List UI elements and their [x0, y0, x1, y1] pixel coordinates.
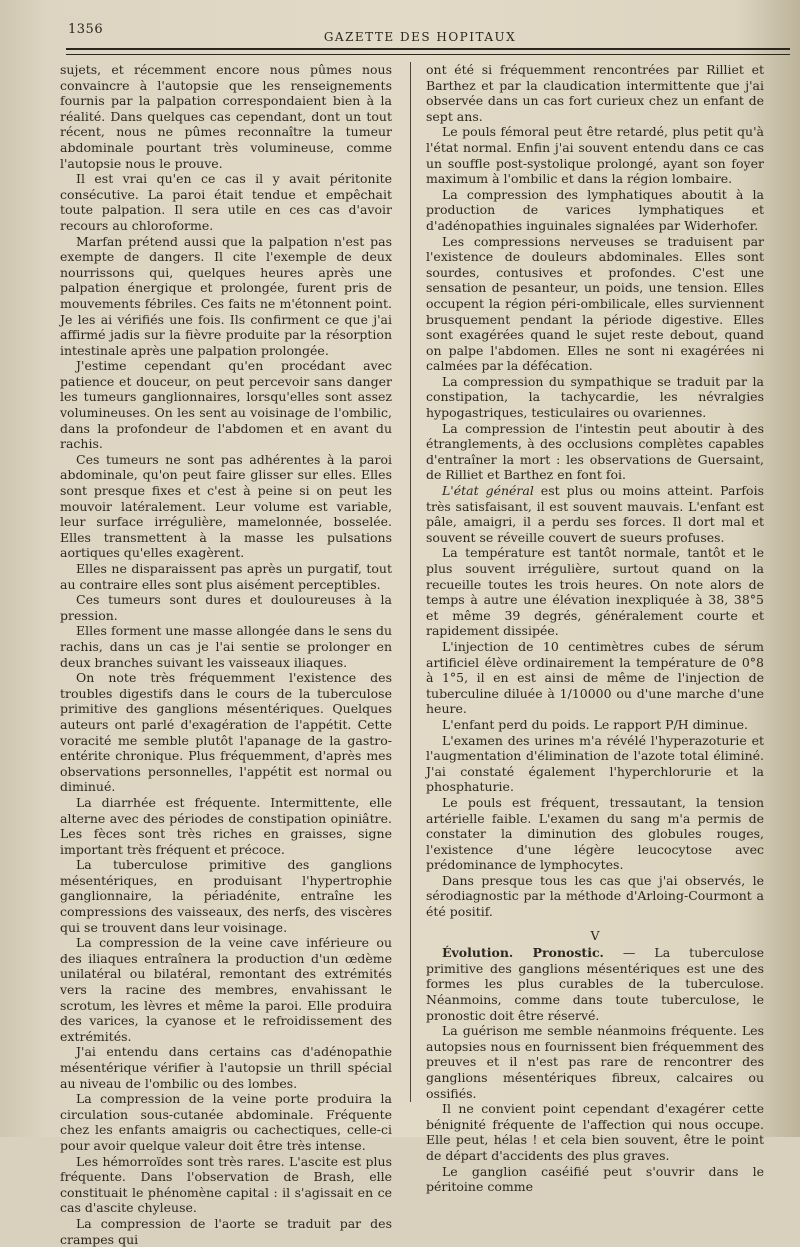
paragraph: Marfan prétend aussi que la palpation n'est pas exempte de dangers. Il cite l'exemple de deux nourrissons qui, quelques heures après une palpation énergique et prolongée, furent pris de mouvements fébriles. Ces faits ne m'étonnent point. Je les ai vérifiés une fois. Ils confirment ce que j'ai affirmé jadis sur la fièvre produite par la résorption intestinale après une palpation prolongée.	[60, 233, 392, 358]
paragraph: Le pouls est fréquent, tressautant, la tension artérielle faible. L'examen du sang m'a permis de constater la diminution des globules rouges, l'existence d'une légère leucocytose avec prédominance de lymphocytes.	[426, 794, 764, 873]
paragraph: Ces tumeurs sont dures et douloureuses à la pression.	[60, 592, 392, 623]
paragraph: Le ganglion caséifié peut s'ouvrir dans le péritoine comme	[426, 1163, 764, 1195]
paragraph: Les hémorroïdes sont très rares. L'ascite est plus fréquente. Dans l'observation de Brash, elle constituait le phénomène capital : il s'agissait en ce cas d'ascite chyleuse.	[60, 1153, 392, 1216]
paragraph-text: est plus ou moins atteint. Parfois très satisfaisant, il est souvent mauvais. L'enfant est pâle, amaigri, il a perdu ses forces. Il dort mal et souvent se réveille couvert de sueurs profuses.	[426, 483, 764, 545]
column-divider	[410, 62, 411, 1102]
paragraph: La tuberculose primitive des ganglions mésentériques, en produisant l'hypertrophie ganglionnaire, la périadénite, entraîne les compressions des vaisseaux, des nerfs, des viscères qui se trouvent dans leur voisinage.	[60, 857, 392, 935]
paragraph: Ces tumeurs ne sont pas adhérentes à la paroi abdominale, qu'on peut faire glisser sur elles. Elles sont presque fixes et c'est à peine si on peut les mouvoir latéralement. Leur volume est variable, leur surface irrégulière, mamelonnée, bosselée. Elles transmettent à la masse les pulsations aortiques qu'elles exagèrent.	[60, 451, 392, 561]
paragraph-section-lead	[426, 945, 764, 1023]
paragraph: La compression de l'intestin peut aboutir à des étranglements, à des occlusions complètes capables d'entraîner la mort : les observations de Guersaint, de Rilliet et Barthez en font foi.	[426, 420, 764, 483]
header-rule	[66, 48, 790, 55]
section-number: V	[590, 927, 600, 943]
paragraph: La compression des lymphatiques aboutit à la production de varices lymphatiques et d'adénopathies inguinales signalées par Widerhofer.	[426, 186, 764, 233]
paragraph: J'ai entendu dans certains cas d'adénopathie mésentérique vérifier à l'autopsie un thrill spécial au niveau de l'ombilic ou des lombes.	[60, 1044, 392, 1091]
paragraph: Elles forment une masse allongée dans le sens du rachis, dans un cas je l'ai sentie se prolonger en deux branches suivant les vaisseaux iliaques.	[60, 623, 392, 670]
section-heading: Évolution. Pronostic.	[442, 945, 604, 961]
paragraph: La compression du sympathique se traduit par la constipation, la tachycardie, les névralgies hypogastriques, testiculaires ou ovariennes.	[426, 373, 764, 421]
paragraph: L'examen des urines m'a révélé l'hyperazoturie et l'augmentation d'élimination de l'azote total éliminé. J'ai constaté également l'hyperchlorurie et la phosphaturie.	[426, 732, 764, 795]
journal-title: GAZETTE DES HOPITAUX	[323, 30, 517, 44]
paragraph-text: — La tuberculose primitive des ganglions mésentériques est une des formes les plus curables de la tuberculose. Néanmoins, comme dans toute tuberculose, le pronostic doit être réservé.	[426, 945, 765, 1023]
paragraph: Dans presque tous les cas que j'ai observés, le sérodiagnostic par la méthode d'Arloing-Courmont a été positif.	[426, 872, 764, 920]
paragraph: L'injection de 10 centimètres cubes de sérum artificiel élève ordinairement la température de 0°8 à 1°5, il en est ainsi de même de l'injection de tuberculine diluée à 1/10000 ou d'une marche d'une heure.	[426, 638, 764, 717]
paragraph: La guérison me semble néanmoins fréquente. Les autopsies nous en fournissent bien fréquemment des preuves et il n'est pas rare de rencontrer des ganglions mésentériques fibreux, calcaires ou ossifiés.	[426, 1023, 764, 1101]
paragraph: ont été si fréquemment rencontrées par Rilliet et Barthez et par la claudication intermittente que j'ai observée dans un cas fort curieux chez un enfant de sept ans.	[426, 62, 764, 124]
paragraph-etat-general	[426, 483, 764, 545]
paragraph: La compression de la veine porte produira la circulation sous-cutanée abdominale. Fréquente chez les enfants amaigris ou cachectiques, celle-ci pour avoir quelque valeur doit être très intense.	[60, 1091, 392, 1153]
page-header	[60, 22, 780, 44]
page-number: 1356	[68, 22, 104, 37]
paragraph: Le pouls fémoral peut être retardé, plus petit qu'à l'état normal. Enfin j'ai souvent entendu dans ce cas un souffle post-systolique prolongé, ayant son foyer maximum à l'ombilic et dans la région lombaire.	[426, 124, 764, 187]
left-column	[60, 62, 392, 1247]
paragraph: Il ne convient point cependant d'exagérer cette bénignité fréquente de l'affection qui nous occupe. Elle peut, hélas ! et cela bien souvent, être le point de départ d'accidents des plus graves.	[426, 1101, 764, 1163]
paragraph: J'estime cependant qu'en procédant avec patience et douceur, on peut percevoir sans danger les tumeurs ganglionnaires, lorsqu'elles sont assez volumineuses. On les sent au voisinage de l'ombilic, dans la profondeur de l'abdomen et en avant du rachis.	[60, 358, 392, 452]
italic-term: L'état général	[442, 483, 534, 499]
paragraph: Les compressions nerveuses se traduisent par l'existence de douleurs abdominales. Elles sont sourdes, contusives et profondes. C'est une sensation de pesanteur, un poids, une tension. Elles occupent la région péri-ombilicale, elles surviennent brusquement pendant la période digestive. Elles sont exagérées quand le sujet reste debout, quand on palpe l'abdomen. Elles ne sont ni exagérées ni calmées par la défécation.	[426, 233, 764, 374]
paragraph: Elles ne disparaissent pas après un purgatif, tout au contraire elles sont plus aisément perceptibles.	[60, 561, 392, 592]
paragraph: On note très fréquemment l'existence des troubles digestifs dans le cours de la tuberculose primitive des ganglions mésentériques. Quelques auteurs ont parlé d'exagération de l'appétit. Cette voracité me semble plutôt l'apanage de la gastro-entérite chronique. Plus fréquemment, d'après mes observations personnelles, l'appétit est normal ou diminué.	[60, 670, 392, 795]
right-column	[426, 62, 764, 1195]
paragraph: Il est vrai qu'en ce cas il y avait péritonite consécutive. La paroi était tendue et empêchait toute palpation. Il sera utile en ces cas d'avoir recours au chloroforme.	[60, 171, 392, 233]
paragraph: La température est tantôt normale, tantôt et le plus souvent irrégulière, surtout quand on la recueille toutes les trois heures. On note alors de temps à autre une élévation inexpliquée à 38, 38°5 et même 39 degrés, généralement courte et rapidement dissipée.	[426, 545, 764, 639]
paragraph: La compression de la veine cave inférieure ou des iliaques entraînera la production d'un œdème unilatéral ou bilatéral, remontant des extrémités vers la racine des membres, envahissant le scrotum, les lèvres et même la paroi. Elle produira des varices, la cyanose et le refroidissement des extrémités.	[60, 935, 392, 1044]
paragraph: sujets, et récemment encore nous pûmes nous convaincre à l'autopsie que les renseignements fournis par la palpation correspondaient bien à la réalité. Dans quelques cas cependant, dont un tout récent, nous ne pûmes reconnaître la tumeur abdominale pourtant très volumineuse, comme l'autopsie nous le prouve.	[60, 62, 392, 171]
paragraph: La diarrhée est fréquente. Intermittente, elle alterne avec des périodes de constipation opiniâtre. Les fèces sont très riches en graisses, signe important très fréquent et précoce.	[60, 794, 392, 857]
paragraph: La compression de l'aorte se traduit par des crampes qui	[60, 1215, 392, 1247]
paragraph: L'enfant perd du poids. Le rapport P/H diminue.	[442, 716, 748, 732]
